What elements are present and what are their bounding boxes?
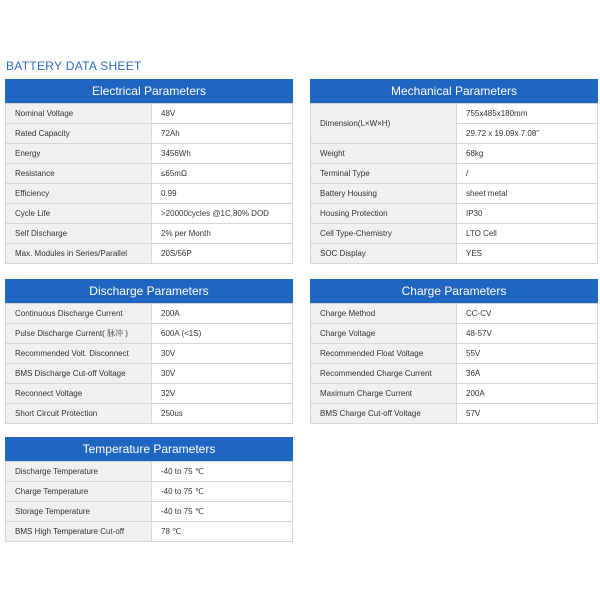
table-row: [311, 404, 598, 424]
table-row: [6, 324, 293, 344]
mechanical-parameters-panel: [310, 79, 598, 264]
temperature-parameters-table: [5, 461, 293, 542]
table-row: [311, 244, 598, 264]
row-label: Recommended Float Voltage: [311, 344, 457, 364]
row-value: 29.72 x 19.09x 7.08": [457, 124, 598, 144]
row-value: 68kg: [457, 144, 598, 164]
table-row: [6, 104, 293, 124]
row-value: sheet metal: [457, 184, 598, 204]
page-title: BATTERY DATA SHEET: [6, 59, 142, 73]
discharge-parameters-table: [5, 303, 293, 424]
row-label: Charge Voltage: [311, 324, 457, 344]
table-row: [311, 304, 598, 324]
row-label: Storage Temperature: [6, 502, 152, 522]
row-label: Cycle Life: [6, 204, 152, 224]
table-row: [311, 224, 598, 244]
row-label: Dimension(L×W×H): [311, 104, 457, 144]
row-label: Continuous Discharge Current: [6, 304, 152, 324]
row-value: 32V: [152, 384, 293, 404]
table-row: [6, 522, 293, 542]
table-row: [311, 164, 598, 184]
row-value: 755x485x180mm: [457, 104, 598, 124]
row-value: 55V: [457, 344, 598, 364]
table-row: [311, 364, 598, 384]
row-value: 3456Wh: [152, 144, 293, 164]
row-label: Self Discharge: [6, 224, 152, 244]
row-value: 2% per Month: [152, 224, 293, 244]
discharge-parameters-panel: [5, 279, 293, 424]
table-row: [6, 482, 293, 502]
row-label: Housing Protection: [311, 204, 457, 224]
row-value: CC-CV: [457, 304, 598, 324]
row-value: 48V: [152, 104, 293, 124]
discharge-parameters-header: Discharge Parameters: [5, 279, 293, 303]
table-row: [311, 144, 598, 164]
row-value: -40 to 75 ℃: [152, 462, 293, 482]
row-label: Battery Housing: [311, 184, 457, 204]
row-label: Nominal Voltage: [6, 104, 152, 124]
row-value: IP30: [457, 204, 598, 224]
table-row: [6, 404, 293, 424]
row-label: Energy: [6, 144, 152, 164]
temperature-parameters-header: Temperature Parameters: [5, 437, 293, 461]
table-row: [311, 184, 598, 204]
row-label: Terminal Type: [311, 164, 457, 184]
row-label: BMS Charge Cut-off Voltage: [311, 404, 457, 424]
row-value: LTO Cell: [457, 224, 598, 244]
table-row: [6, 164, 293, 184]
row-value: 36A: [457, 364, 598, 384]
table-row: [6, 304, 293, 324]
table-row: [6, 144, 293, 164]
table-row: [6, 184, 293, 204]
row-value: 72Ah: [152, 124, 293, 144]
table-row: [6, 224, 293, 244]
electrical-parameters-header: Electrical Parameters: [5, 79, 293, 103]
table-row: [6, 244, 293, 264]
row-value: 200A: [152, 304, 293, 324]
row-value: 30V: [152, 364, 293, 384]
charge-parameters-header: Charge Parameters: [310, 279, 598, 303]
row-label: BMS Discharge Cut-off Voltage: [6, 364, 152, 384]
row-label: Efficiency: [6, 184, 152, 204]
table-row: [311, 204, 598, 224]
row-label: Resistance: [6, 164, 152, 184]
electrical-parameters-panel: [5, 79, 293, 264]
row-value: >20000cycles @1C,80% DOD: [152, 204, 293, 224]
table-row: [6, 364, 293, 384]
table-row: [311, 344, 598, 364]
row-value: 48-57V: [457, 324, 598, 344]
row-label: Discharge Temperature: [6, 462, 152, 482]
row-value: 57V: [457, 404, 598, 424]
mechanical-parameters-header: Mechanical Parameters: [310, 79, 598, 103]
row-value: YES: [457, 244, 598, 264]
table-row: [6, 204, 293, 224]
table-row: [6, 344, 293, 364]
table-row: [6, 124, 293, 144]
row-label: Charge Method: [311, 304, 457, 324]
row-label: Max. Modules in Series/Parallel: [6, 244, 152, 264]
table-row: [6, 384, 293, 404]
row-value: 20S/56P: [152, 244, 293, 264]
row-label: BMS High Temperature Cut-off: [6, 522, 152, 542]
charge-parameters-panel: [310, 279, 598, 424]
table-row: [6, 462, 293, 482]
row-label: SOC Display: [311, 244, 457, 264]
row-label: Charge Temperature: [6, 482, 152, 502]
row-label: Recommended Charge Current: [311, 364, 457, 384]
row-value: 0.99: [152, 184, 293, 204]
table-row: [311, 324, 598, 344]
row-value: 78 ℃: [152, 522, 293, 542]
row-label: Reconnect Voltage: [6, 384, 152, 404]
row-value: 250us: [152, 404, 293, 424]
row-value: ≤65mΩ: [152, 164, 293, 184]
row-label: Maximum Charge Current: [311, 384, 457, 404]
row-label: Pulse Discharge Current( 脉冲 ): [6, 324, 152, 344]
row-label: Recommended Volt. Disconnect: [6, 344, 152, 364]
table-row: [6, 502, 293, 522]
row-value: -40 to 75 ℃: [152, 482, 293, 502]
row-value: -40 to 75 ℃: [152, 502, 293, 522]
row-value: /: [457, 164, 598, 184]
temperature-parameters-panel: [5, 437, 293, 542]
row-label: Cell Type-Chemistry: [311, 224, 457, 244]
table-row: [311, 104, 598, 124]
table-row: [311, 384, 598, 404]
charge-parameters-table: [310, 303, 598, 424]
row-value: 600A (<1S): [152, 324, 293, 344]
mechanical-parameters-table: [310, 103, 598, 264]
row-label: Rated Capacity: [6, 124, 152, 144]
electrical-parameters-table: [5, 103, 293, 264]
row-value: 30V: [152, 344, 293, 364]
row-value: 200A: [457, 384, 598, 404]
row-label: Short Circuit Protection: [6, 404, 152, 424]
row-label: Weight: [311, 144, 457, 164]
